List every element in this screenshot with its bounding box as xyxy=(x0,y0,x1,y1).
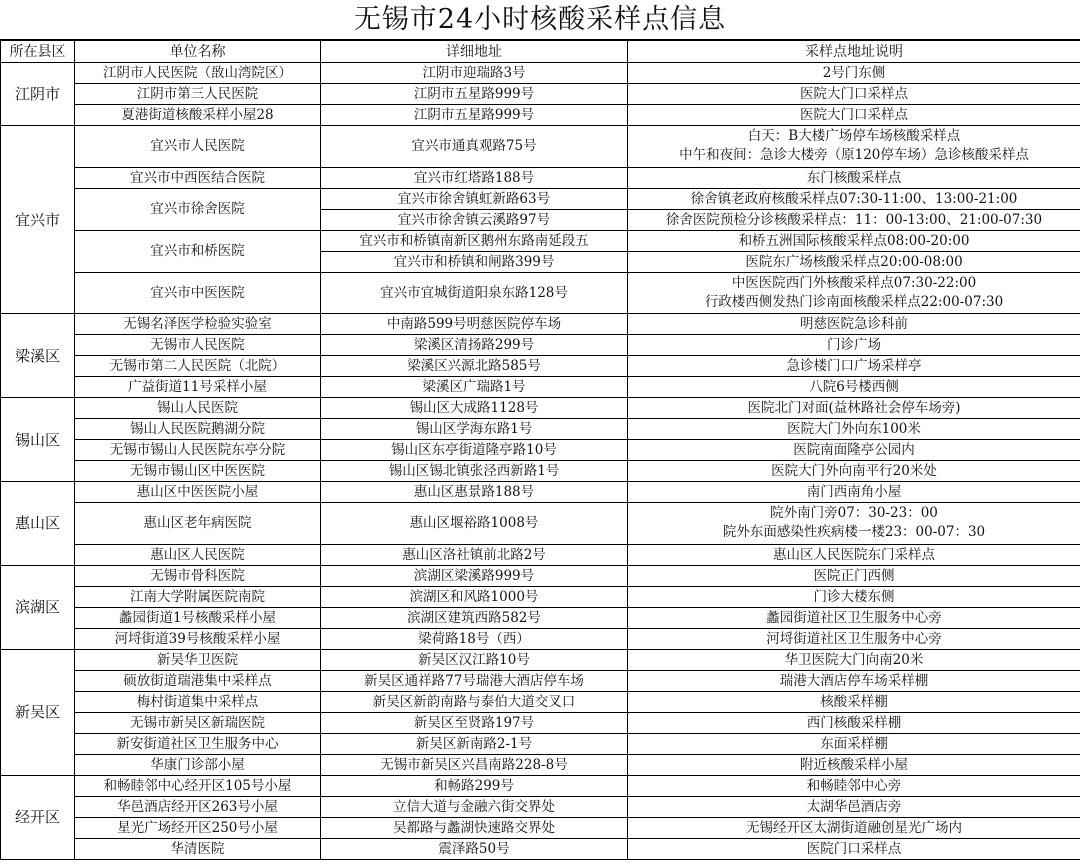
site-note-line: 2号门东侧 xyxy=(822,65,886,81)
table-row xyxy=(1,775,1080,796)
unit-name-cell: 硕放街道瑞港集中采样点 xyxy=(75,670,321,691)
site-note-line: 门诊大楼东侧 xyxy=(813,588,895,605)
site-notes-cell xyxy=(628,398,1080,419)
site-note-line: 医院北门对面(益林路社会停车场旁) xyxy=(747,400,961,417)
district-cell: 惠山区 xyxy=(1,482,75,566)
site-note-line: 西门核酸采样棚 xyxy=(806,714,902,731)
address-cell: 宜兴市宜城街道阳泉东路128号 xyxy=(321,272,628,314)
site-note-line: 徐舍镇老政府核酸采样点07:30-11:00、13:00-21:00 xyxy=(690,190,1018,207)
site-notes-cell xyxy=(628,461,1080,482)
sampling-site-table xyxy=(0,40,1080,860)
site-note-line: 无锡经开区太湖街道融创星光广场内 xyxy=(746,819,962,836)
site-notes-cell xyxy=(628,356,1080,377)
site-notes-cell xyxy=(628,586,1080,607)
unit-name-cell: 河埒街道39号核酸采样小屋 xyxy=(75,628,321,649)
unit-name-cell: 星光广场经开区250号小屋 xyxy=(75,817,321,838)
address-cell: 惠山区洛社镇前北路2号 xyxy=(321,544,628,565)
table-row xyxy=(1,188,1080,209)
table-row xyxy=(1,314,1080,335)
district-cell: 滨湖区 xyxy=(1,565,75,649)
site-notes-cell xyxy=(628,796,1080,817)
site-notes-cell xyxy=(628,754,1080,775)
site-note-line: 南门西南角小屋 xyxy=(806,484,902,501)
site-notes-cell xyxy=(628,544,1080,565)
address-cell: 江阴市迎瑞路3号 xyxy=(321,63,628,84)
address-cell: 滨湖区和风路1000号 xyxy=(321,586,628,607)
site-notes-cell xyxy=(628,377,1080,398)
table-row xyxy=(1,649,1080,670)
table-row xyxy=(1,167,1080,188)
unit-name-cell: 无锡市骨科医院 xyxy=(75,565,321,586)
site-note-line: 门诊广场 xyxy=(827,337,881,354)
site-notes-cell xyxy=(628,691,1080,712)
table-row xyxy=(1,419,1080,440)
site-notes-cell xyxy=(628,649,1080,670)
address-cell: 宜兴市和桥镇和闸路399号 xyxy=(321,251,628,272)
site-note-line: 惠山区人民医院东门采样点 xyxy=(773,546,935,563)
site-note-line: 医院南面隆亭公园内 xyxy=(793,442,915,459)
table-row xyxy=(1,838,1080,859)
site-notes-cell xyxy=(628,503,1080,545)
site-notes-cell xyxy=(628,670,1080,691)
table-row xyxy=(1,356,1080,377)
address-cell: 新吴区至贤路197号 xyxy=(321,712,628,733)
site-note-line: 蠡园街道社区卫生服务中心旁 xyxy=(766,609,942,626)
address-cell: 江阴市五星路999号 xyxy=(321,84,628,105)
address-cell: 吴都路与蠡湖快速路交界处 xyxy=(321,817,628,838)
unit-name-cell: 江阴市第三人民医院 xyxy=(75,84,321,105)
site-notes-cell xyxy=(628,126,1080,168)
table-row xyxy=(1,544,1080,565)
unit-name-cell: 惠山区老年病医院 xyxy=(75,503,321,545)
district-cell: 梁溪区 xyxy=(1,314,75,398)
site-note-line: 河埒街道社区卫生服务中心旁 xyxy=(766,630,942,647)
address-cell: 锡山区锡北镇张泾西新路1号 xyxy=(321,461,628,482)
district-cell: 新吴区 xyxy=(1,649,75,775)
address-cell: 震泽路50号 xyxy=(321,838,628,859)
table-row xyxy=(1,461,1080,482)
table-row xyxy=(1,230,1080,251)
site-note-line: 附近核酸采样小屋 xyxy=(800,756,908,773)
unit-name-cell: 惠山区人民医院 xyxy=(75,544,321,565)
unit-name-cell: 新安街道社区卫生服务中心 xyxy=(75,733,321,754)
header-site-notes: 采样点地址说明 xyxy=(628,41,1080,63)
site-note-line: 白天：B大楼广场停车场核酸采样点 xyxy=(747,128,961,145)
site-notes-cell xyxy=(628,230,1080,251)
unit-name-cell: 江南大学附属医院南院 xyxy=(75,586,321,607)
unit-name-cell: 华康门诊部小屋 xyxy=(75,754,321,775)
site-note-line: 院外东面感染性疾病楼一楼23：00-07：30 xyxy=(722,524,986,541)
site-notes-cell xyxy=(628,84,1080,105)
table-row xyxy=(1,628,1080,649)
site-note-line: 医院大门口采样点 xyxy=(800,86,908,102)
site-note-line: 明慈医院急诊科前 xyxy=(800,316,908,333)
unit-name-cell: 宜兴市和桥医院 xyxy=(75,230,321,272)
address-cell: 梁溪区兴源北路585号 xyxy=(321,356,628,377)
unit-name-cell: 锡山人民医院鹅湖分院 xyxy=(75,419,321,440)
site-notes-cell xyxy=(628,628,1080,649)
address-cell: 宜兴市通真观路75号 xyxy=(321,126,628,168)
site-notes-cell xyxy=(628,272,1080,314)
district-cell: 经开区 xyxy=(1,775,75,859)
table-row xyxy=(1,691,1080,712)
address-cell: 新吴区通祥路77号瑞港大酒店停车场 xyxy=(321,670,628,691)
site-note-line: 医院门口采样点 xyxy=(806,840,902,857)
unit-name-cell: 宜兴市徐舍医院 xyxy=(75,188,321,230)
site-notes-cell xyxy=(628,188,1080,209)
address-cell: 惠山区堰裕路1008号 xyxy=(321,503,628,545)
table-row xyxy=(1,503,1080,545)
table-row xyxy=(1,126,1080,168)
table-row xyxy=(1,272,1080,314)
header-district: 所在县区 xyxy=(1,41,75,63)
table-row xyxy=(1,586,1080,607)
site-note-line: 和桥五洲国际核酸采样点08:00-20:00 xyxy=(738,232,970,249)
unit-name-cell: 夏港街道核酸采样小屋28 xyxy=(75,105,321,126)
unit-name-cell: 无锡市锡山区中医医院 xyxy=(75,461,321,482)
site-notes-cell xyxy=(628,63,1080,84)
site-notes-cell xyxy=(628,440,1080,461)
site-note-line: 东面采样棚 xyxy=(820,735,888,752)
address-cell: 中南路599号明慈医院停车场 xyxy=(321,314,628,335)
table-row xyxy=(1,105,1080,126)
site-note-line: 医院东广场核酸采样点20:00-08:00 xyxy=(745,253,963,270)
unit-name-cell: 惠山区中医医院小屋 xyxy=(75,482,321,503)
site-notes-cell xyxy=(628,251,1080,272)
address-cell: 无锡市新吴区兴昌南路228-8号 xyxy=(321,754,628,775)
table-header-row xyxy=(1,41,1080,63)
site-note-line: 医院大门口采样点 xyxy=(800,107,908,123)
site-notes-cell xyxy=(628,209,1080,230)
page-title: 无锡市24小时核酸采样点信息 xyxy=(0,0,1080,40)
unit-name-cell: 无锡市锡山人民医院东亭分院 xyxy=(75,440,321,461)
table-row xyxy=(1,377,1080,398)
site-note-line: 院外南门旁07：30-23：00 xyxy=(770,505,938,522)
unit-name-cell: 无锡名泽医学检验实验室 xyxy=(75,314,321,335)
address-cell: 宜兴市徐舍镇虹新路63号 xyxy=(321,188,628,209)
table-row xyxy=(1,335,1080,356)
site-note-line: 东门核酸采样点 xyxy=(806,169,902,186)
unit-name-cell: 广益街道11号采样小屋 xyxy=(75,377,321,398)
address-cell: 锡山区东亭街道隆亭路10号 xyxy=(321,440,628,461)
table-row xyxy=(1,398,1080,419)
address-cell: 和畅路299号 xyxy=(321,775,628,796)
unit-name-cell: 和畅睦邻中心经开区105号小屋 xyxy=(75,775,321,796)
unit-name-cell: 梅村街道集中采样点 xyxy=(75,691,321,712)
site-note-line: 华卫医院大门向南20米 xyxy=(784,651,924,668)
site-note-line: 中医医院西门外核酸采样点07:30-22:00 xyxy=(731,274,977,291)
address-cell: 滨湖区建筑西路582号 xyxy=(321,607,628,628)
site-note-line: 急诊楼门口广场采样亭 xyxy=(786,358,922,375)
table-row xyxy=(1,482,1080,503)
unit-name-cell: 无锡市新吴区新瑞医院 xyxy=(75,712,321,733)
address-cell: 滨湖区梁溪路999号 xyxy=(321,565,628,586)
table-row xyxy=(1,440,1080,461)
site-notes-cell xyxy=(628,775,1080,796)
address-cell: 锡山区学海东路1号 xyxy=(321,419,628,440)
site-note-line: 医院大门外向东100米 xyxy=(787,421,921,438)
site-notes-cell xyxy=(628,335,1080,356)
site-notes-cell xyxy=(628,105,1080,126)
site-notes-cell xyxy=(628,733,1080,754)
site-notes-cell xyxy=(628,565,1080,586)
unit-name-cell: 新吴华卫医院 xyxy=(75,649,321,670)
site-note-line: 行政楼西侧发热门诊南面核酸采样点22:00-07:30 xyxy=(704,293,1004,310)
address-cell: 梁溪区清扬路299号 xyxy=(321,335,628,356)
site-notes-cell xyxy=(628,817,1080,838)
address-cell: 新吴区新韵南路与泰伯大道交叉口 xyxy=(321,691,628,712)
address-cell: 宜兴市徐舍镇云溪路97号 xyxy=(321,209,628,230)
header-address: 详细地址 xyxy=(321,41,628,63)
address-cell: 梁溪区广瑞路1号 xyxy=(321,377,628,398)
table-row xyxy=(1,796,1080,817)
unit-name-cell: 宜兴市人民医院 xyxy=(75,126,321,168)
unit-name-cell: 华清医院 xyxy=(75,838,321,859)
unit-name-cell: 锡山人民医院 xyxy=(75,398,321,419)
address-cell: 江阴市五星路999号 xyxy=(321,105,628,126)
site-note-line: 和畅睦邻中心旁 xyxy=(806,777,902,794)
address-cell: 宜兴市和桥镇南新区鹅州东路南延段五 xyxy=(321,230,628,251)
address-cell: 立信大道与金融六街交界处 xyxy=(321,796,628,817)
address-cell: 新吴区汉江路10号 xyxy=(321,649,628,670)
header-unit-name: 单位名称 xyxy=(75,41,321,63)
site-notes-cell xyxy=(628,712,1080,733)
table-row xyxy=(1,63,1080,84)
site-note-line: 核酸采样棚 xyxy=(820,693,888,710)
table-row xyxy=(1,733,1080,754)
site-note-line: 太湖华邑酒店旁 xyxy=(806,798,902,815)
unit-name-cell: 宜兴市中医医院 xyxy=(75,272,321,314)
table-row xyxy=(1,607,1080,628)
table-row xyxy=(1,565,1080,586)
site-note-line: 医院大门外向南平行20米处 xyxy=(771,463,937,480)
unit-name-cell: 无锡市人民医院 xyxy=(75,335,321,356)
site-note-line: 瑞港大酒店停车场采样棚 xyxy=(779,672,929,689)
address-cell: 新吴区新南路2-1号 xyxy=(321,733,628,754)
district-cell: 宜兴市 xyxy=(1,126,75,314)
unit-name-cell: 宜兴市中西医结合医院 xyxy=(75,167,321,188)
site-note-line: 徐舍医院预检分诊核酸采样点：11：00-13:00、21:00-07:30 xyxy=(665,211,1043,228)
district-cell: 江阴市 xyxy=(1,63,75,126)
site-note-line: 中午和夜间：急诊大楼旁（原120停车场）急诊核酸采样点 xyxy=(679,147,1029,164)
unit-name-cell: 华邑酒店经开区263号小屋 xyxy=(75,796,321,817)
unit-name-cell: 蠡园街道1号核酸采样小屋 xyxy=(75,607,321,628)
address-cell: 锡山区大成路1128号 xyxy=(321,398,628,419)
site-notes-cell xyxy=(628,419,1080,440)
address-cell: 梁荷路18号（西） xyxy=(321,628,628,649)
site-note-line: 医院正门西侧 xyxy=(813,567,895,584)
site-notes-cell xyxy=(628,838,1080,859)
unit-name-cell: 江阴市人民医院（敔山湾院区） xyxy=(75,63,321,84)
site-notes-cell xyxy=(628,482,1080,503)
table-row xyxy=(1,754,1080,775)
address-cell: 惠山区惠景路188号 xyxy=(321,482,628,503)
table-row xyxy=(1,712,1080,733)
site-note-line: 八院6号楼西侧 xyxy=(809,379,899,396)
address-cell: 宜兴市红塔路188号 xyxy=(321,167,628,188)
district-cell: 锡山区 xyxy=(1,398,75,482)
unit-name-cell: 无锡市第二人民医院（北院） xyxy=(75,356,321,377)
site-notes-cell xyxy=(628,314,1080,335)
table-row xyxy=(1,670,1080,691)
table-row xyxy=(1,84,1080,105)
table-row xyxy=(1,817,1080,838)
site-notes-cell xyxy=(628,607,1080,628)
site-notes-cell xyxy=(628,167,1080,188)
